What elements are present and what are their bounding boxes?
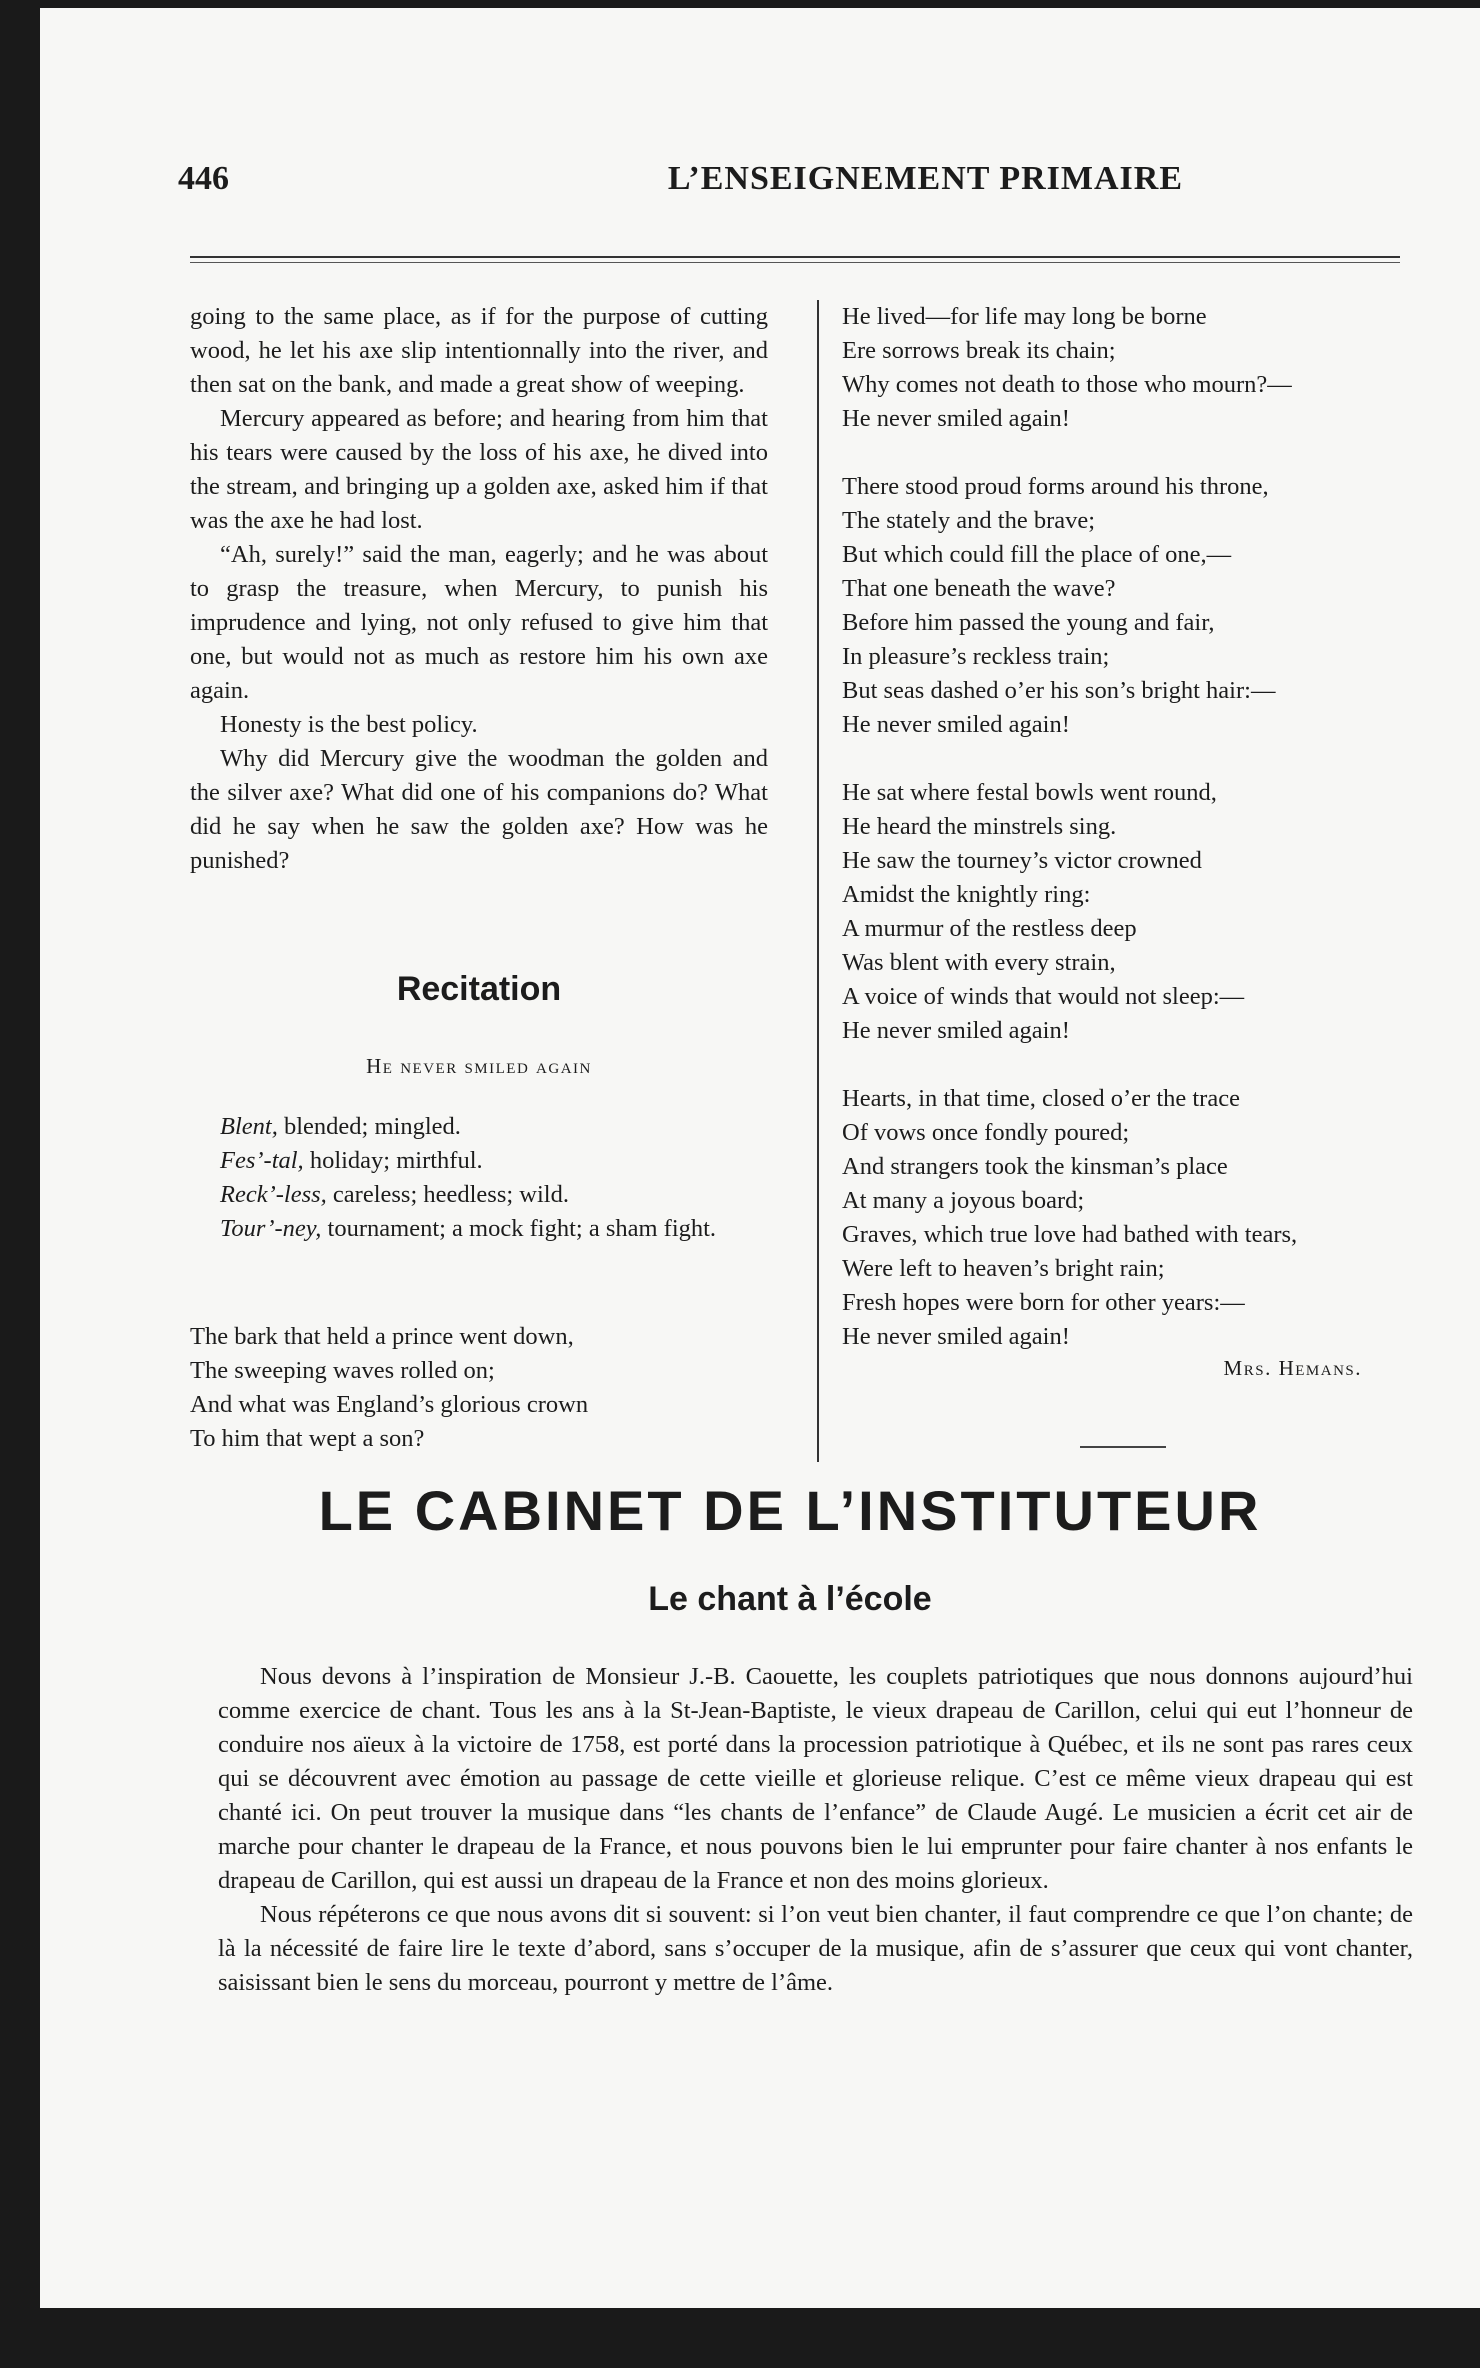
moral-line: Honesty is the best policy. (220, 711, 478, 738)
poem-line: Of vows once fondly poured; (842, 1119, 1130, 1146)
page-header (178, 160, 1183, 208)
poem-line: The sweeping waves rolled on; (190, 1357, 495, 1384)
story-paragraph: “Ah, surely!” said the man, eagerly; and he was about to grasp the treasure, when Mercury, to punish his imprudence and lying, not only refused to give him that one, but would not as much as restore him his own axe again. (190, 541, 768, 704)
poem-line: Why comes not death to those who mourn?— (842, 371, 1292, 398)
poem-line: Was blent with every strain, (842, 949, 1116, 976)
poem-line: He never smiled again! (842, 405, 1070, 432)
poem-line: And what was England’s glorious crown (190, 1391, 589, 1418)
poem-line: He lived—for life may long be borne (842, 303, 1207, 330)
poem-line: Graves, which true love had bathed with tears, (842, 1221, 1298, 1248)
poem-line: A voice of winds that would not sleep:— (842, 983, 1245, 1010)
poem-line: He never smiled again! (842, 711, 1070, 738)
story-paragraph: Mercury appeared as before; and hearing from him that his tears were caused by the loss of his axe, he dived into the stream, and bringing up a golden axe, asked him if that was the axe he had lost. (190, 405, 768, 534)
poem-line: A murmur of the restless deep (842, 915, 1137, 942)
poem-line: Ere sorrows break its chain; (842, 337, 1116, 364)
poem-line: At many a joyous board; (842, 1187, 1085, 1214)
glossary-entry (190, 1212, 768, 1246)
poem-line: To him that wept a son? (190, 1425, 425, 1452)
glossary-definition: holiday; mirthful. (303, 1147, 483, 1174)
poem-line: Before him passed the young and fair, (842, 609, 1215, 636)
header-rule-thin (190, 262, 1400, 263)
running-title: L’ENSEIGNEMENT PRIMAIRE (667, 160, 1183, 197)
left-column (190, 300, 768, 878)
poem-line: The bark that held a prince went down, (190, 1323, 574, 1350)
poem-stanza-2 (842, 300, 1412, 436)
section-heading: LE CABINET DE L’INSTITUTEUR (318, 1479, 1262, 1542)
section-separator (1080, 1446, 1166, 1448)
poem-line: In pleasure’s reckless train; (842, 643, 1110, 670)
poem-line: But which could fill the place of one,— (842, 541, 1232, 568)
poem-line: He never smiled again! (842, 1017, 1070, 1044)
glossary-entry (190, 1144, 768, 1178)
glossary-definition: careless; heedless; wild. (326, 1181, 569, 1208)
section-body (218, 1660, 1413, 2000)
poem-line: Were left to heaven’s bright rain; (842, 1255, 1165, 1282)
poem-line: Fresh hopes were born for other years:— (842, 1289, 1245, 1316)
poem-line: Amidst the knightly ring: (842, 881, 1091, 908)
right-column (842, 300, 1412, 1354)
header-rule (190, 256, 1400, 258)
poem-stanza-1 (190, 1320, 768, 1456)
poem-line: He sat where festal bowls went round, (842, 779, 1217, 806)
story-paragraph: going to the same place, as if for the purpose of cutting wood, he let his axe slip intentionnally into the river, and then sat on the bank, and made a great show of weeping. (190, 303, 768, 398)
recitation-heading: Recitation (396, 970, 562, 1008)
poem-stanza-5 (842, 1082, 1412, 1354)
glossary-term: Blent, (220, 1113, 278, 1140)
glossary (190, 1110, 768, 1246)
poem-line: Hearts, in that time, closed o’er the trace (842, 1085, 1240, 1112)
glossary-entry (190, 1178, 768, 1212)
questions-paragraph: Why did Mercury give the woodman the golden and the silver axe? What did one of his companions do? What did he say when he saw the golden axe? How was he punished? (190, 745, 768, 874)
body-paragraph: Nous devons à l’inspiration de Monsieur J.-B. Caouette, les couplets patriotiques que nous donnons aujourd’hui comme exercice de chant. Tous les ans à la St-Jean-Baptiste, le vieux drapeau de Carillon, celui qui eut l’honneur de conduire nos aïeux à la victoire de 1758, est porté dans la procession patriotique à Québec, et ils ne sont pas rares ceux qui se découvrent avec émotion au passage de cette vieille et glorieuse relique. C’est ce même vieux drapeau qui est chanté ici. On peut trouver la musique dans “les chants de l’enfance” de Claude Augé. Le musicien a écrit cet air de marche pour chanter le drapeau de la France, et nous pouvons bien le lui emprunter pour faire chanter à nos enfants le drapeau de Carillon, qui est aussi un drapeau de la France et non des moins glorieux. (218, 1663, 1413, 1894)
poem-line: The stately and the brave; (842, 507, 1096, 534)
poem-stanza-4 (842, 776, 1412, 1048)
poem-line: That one beneath the wave? (842, 575, 1116, 602)
glossary-definition: tournament; a mock fight; a sham fight. (321, 1215, 717, 1242)
poem-line: But seas dashed o’er his son’s bright hair:— (842, 677, 1276, 704)
glossary-term: Tour’-ney, (220, 1215, 322, 1242)
poem-title: He never smiled again (366, 1054, 592, 1078)
glossary-definition: blended; mingled. (277, 1113, 461, 1140)
poem-line: There stood proud forms around his throne, (842, 473, 1269, 500)
poem-line: And strangers took the kinsman’s place (842, 1153, 1228, 1180)
section-subheading: Le chant à l’école (648, 1580, 932, 1618)
poem-line: He heard the minstrels sing. (842, 813, 1117, 840)
glossary-entry (190, 1110, 768, 1144)
poem-line: He never smiled again! (842, 1323, 1070, 1350)
poem-line: He saw the tourney’s victor crowned (842, 847, 1202, 874)
body-paragraph: Nous répéterons ce que nous avons dit si souvent: si l’on veut bien chanter, il faut comprendre ce que l’on chante; de là la nécessité de faire lire le texte d’abord, sans s’occuper de la musique, afin de s’assurer que ceux qui vont chanter, saisissant bien le sens du morceau, pourront y mettre de l’âme. (218, 1901, 1413, 1996)
glossary-term: Fes’-tal, (220, 1147, 304, 1174)
column-divider (817, 300, 819, 1462)
glossary-term: Reck’-less, (220, 1181, 327, 1208)
page-number: 446 (178, 160, 229, 197)
poem-author: Mrs. Hemans. (1223, 1356, 1362, 1380)
poem-stanza-3 (842, 470, 1412, 742)
